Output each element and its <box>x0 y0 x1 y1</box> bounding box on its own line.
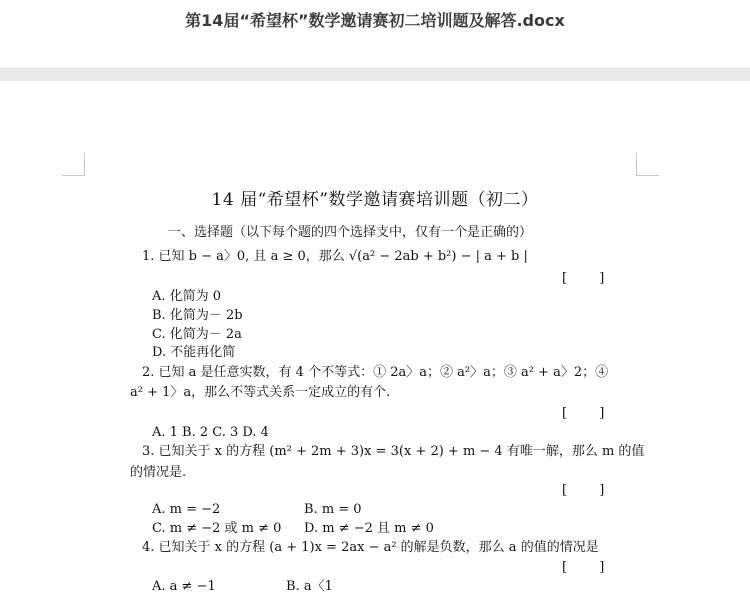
q1-stem: 1. 已知 b − a〉0, 且 a ≥ 0，那么 √(a² − 2ab + b²) − | a + b | <box>142 249 528 264</box>
title-bar <box>0 0 750 68</box>
q1-option-b: B. 化简为－ 2b <box>152 308 243 323</box>
q1-option-a: A. 化简为 0 <box>152 289 222 304</box>
q2-options: A. 1 B. 2 C. 3 D. 4 <box>152 425 269 440</box>
q4-option-b: B. a〈1 <box>286 579 333 594</box>
q4-answer-bracket: [ ] <box>562 560 605 575</box>
document-filename: 第14届“希望杯”数学邀请赛初二培训题及解答.docx <box>185 11 565 30</box>
q1-answer-bracket: [ ] <box>562 271 605 286</box>
q3-option-a: A. m = −2 <box>152 502 221 517</box>
document-heading: 14 届“希望杯”数学邀请赛培训题（初二） <box>211 190 539 210</box>
q4-stem: 4. 已知关于 x 的方程 (a + 1)x = 2ax − a² 的解是负数，那么 a 的值的情况是 <box>142 540 599 555</box>
q3-option-c: C. m ≠ −2 或 m ≠ 0 <box>152 521 282 536</box>
q3-stem-line1: 3. 已知关于 x 的方程 (m² + 2m + 3)x = 3(x + 2) + m − 4 有唯一解，那么 m 的值 <box>142 444 645 459</box>
q3-option-d: D. m ≠ −2 且 m ≠ 0 <box>304 521 434 536</box>
q1-option-d: D. 不能再化简 <box>152 345 236 360</box>
section-title: 一、选择题（以下每个题的四个选择支中，仅有一个是正确的） <box>168 225 533 240</box>
q4-option-a: A. a ≠ −1 <box>152 579 216 594</box>
document-page[interactable] <box>0 81 750 594</box>
margin-corner-mark-left <box>62 153 85 176</box>
q2-answer-bracket: [ ] <box>562 406 605 421</box>
q3-stem-line2: 的情况是. <box>130 465 187 480</box>
q3-answer-bracket: [ ] <box>562 483 605 498</box>
q2-stem-line2: a² + 1〉a，那么不等式关系一定成立的有个. <box>130 385 391 400</box>
q2-stem-line1: 2. 已知 a 是任意实数，有 4 个不等式：① 2a〉a；② a²〉a；③ a² + a〉2；④ <box>142 365 609 380</box>
margin-corner-mark-right <box>636 153 659 176</box>
q1-option-c: C. 化简为－ 2a <box>152 327 242 342</box>
toolbar-separator <box>0 68 750 82</box>
q3-option-b: B. m = 0 <box>304 502 362 517</box>
